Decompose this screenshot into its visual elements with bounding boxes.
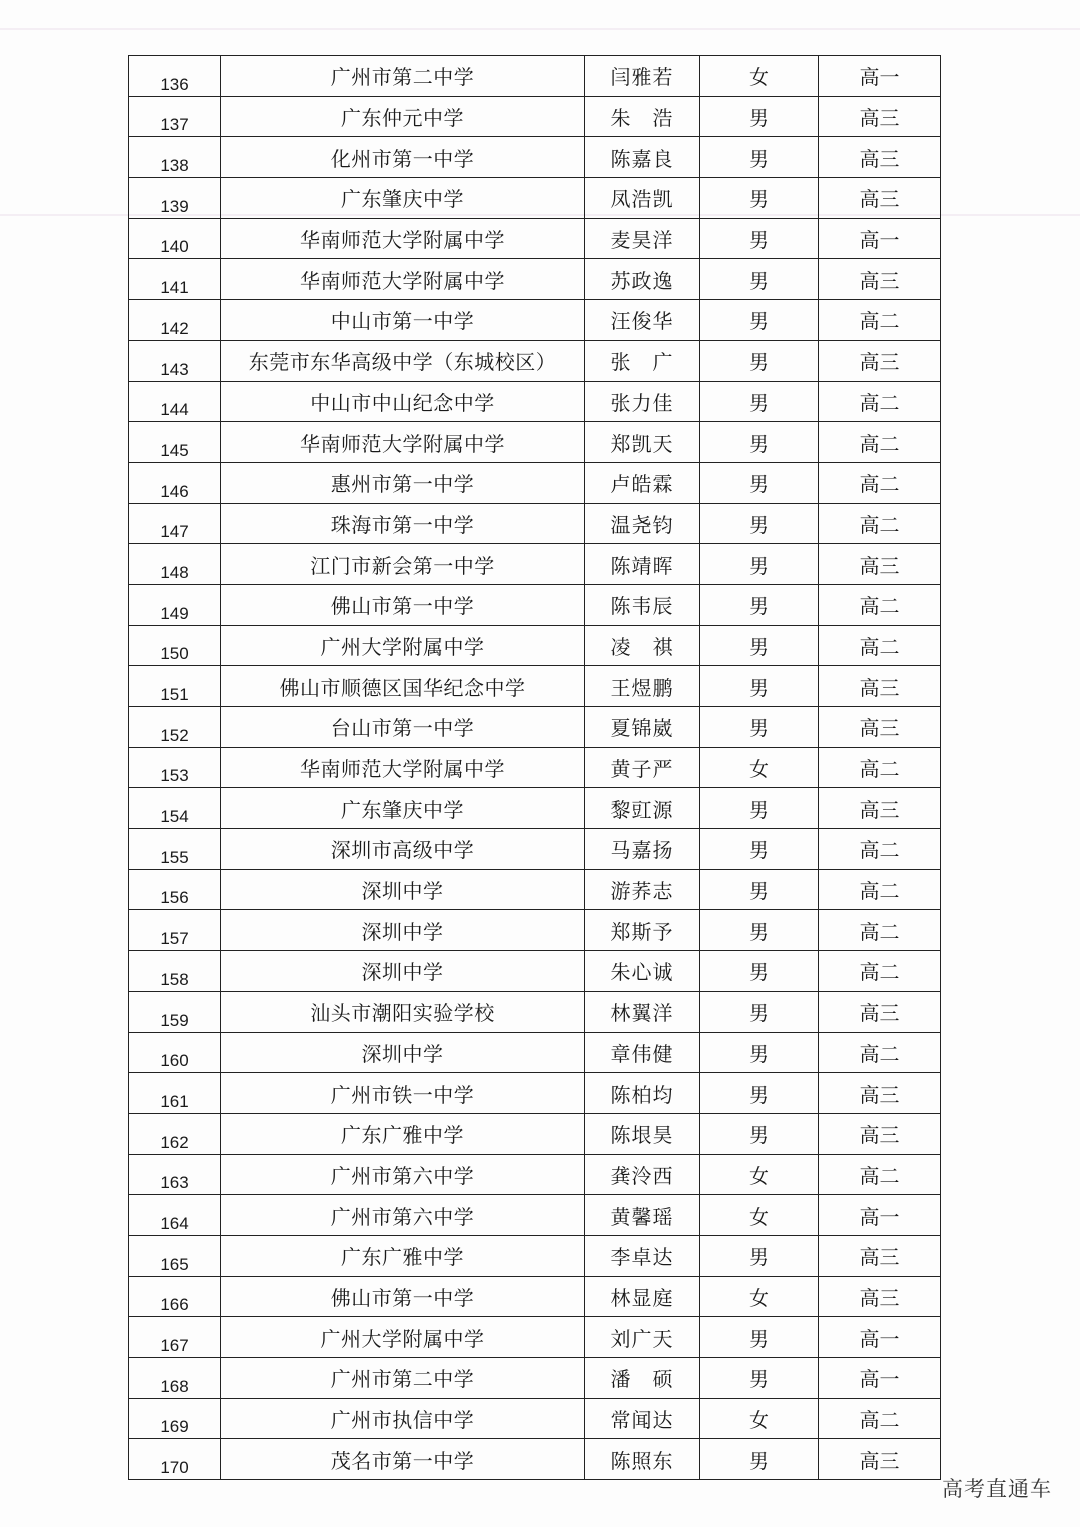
school-cell: 广州大学附属中学 (221, 1317, 585, 1358)
gender-cell: 男 (700, 1317, 819, 1358)
gender-cell: 男 (700, 96, 819, 137)
gender-cell: 男 (700, 422, 819, 463)
grade-cell: 高一 (819, 1195, 941, 1236)
row-number: 142 (129, 300, 221, 341)
table-row (129, 96, 941, 137)
row-number: 159 (129, 991, 221, 1032)
school-cell: 汕头市潮阳实验学校 (221, 991, 585, 1032)
row-number: 170 (129, 1439, 221, 1480)
school-cell: 深圳市高级中学 (221, 829, 585, 870)
row-number: 160 (129, 1032, 221, 1073)
grade-cell: 高一 (819, 56, 941, 97)
gender-cell: 女 (700, 1154, 819, 1195)
row-number: 152 (129, 707, 221, 748)
student-name-cell: 郑凯天 (585, 422, 700, 463)
school-cell: 惠州市第一中学 (221, 462, 585, 503)
row-number: 155 (129, 829, 221, 870)
school-cell: 广州市第二中学 (221, 56, 585, 97)
gender-cell: 男 (700, 1235, 819, 1276)
gender-cell: 男 (700, 788, 819, 829)
grade-cell: 高三 (819, 1235, 941, 1276)
gender-cell: 男 (700, 625, 819, 666)
student-name-cell: 李卓达 (585, 1235, 700, 1276)
school-cell: 佛山市第一中学 (221, 1276, 585, 1317)
gender-cell: 男 (700, 910, 819, 951)
gender-cell: 男 (700, 951, 819, 992)
table-row (129, 1317, 941, 1358)
table-row (129, 829, 941, 870)
student-name-cell: 王煜鹏 (585, 666, 700, 707)
table-row (129, 137, 941, 178)
table-row (129, 991, 941, 1032)
grade-cell: 高三 (819, 96, 941, 137)
student-name-cell: 黄馨瑶 (585, 1195, 700, 1236)
gender-cell: 男 (700, 666, 819, 707)
row-number: 141 (129, 259, 221, 300)
gender-cell: 男 (700, 991, 819, 1032)
grade-cell: 高二 (819, 381, 941, 422)
grade-cell: 高三 (819, 178, 941, 219)
gender-cell: 男 (700, 1032, 819, 1073)
school-cell: 广州市第六中学 (221, 1195, 585, 1236)
student-name-cell: 凌 祺 (585, 625, 700, 666)
grade-cell: 高三 (819, 666, 941, 707)
table-row (129, 747, 941, 788)
student-name-cell: 凤浩凯 (585, 178, 700, 219)
row-number: 166 (129, 1276, 221, 1317)
table-row (129, 707, 941, 748)
grade-cell: 高二 (819, 503, 941, 544)
school-cell: 深圳中学 (221, 869, 585, 910)
table-row (129, 381, 941, 422)
grade-cell: 高三 (819, 788, 941, 829)
student-name-cell: 夏锦崴 (585, 707, 700, 748)
grade-cell: 高二 (819, 951, 941, 992)
school-cell: 华南师范大学附属中学 (221, 422, 585, 463)
student-name-cell: 温尧钧 (585, 503, 700, 544)
row-number: 150 (129, 625, 221, 666)
student-name-cell: 陈嘉良 (585, 137, 700, 178)
table-row (129, 300, 941, 341)
grade-cell: 高三 (819, 991, 941, 1032)
table-row (129, 340, 941, 381)
table-row (129, 625, 941, 666)
roster-table (128, 55, 941, 1480)
gender-cell: 女 (700, 747, 819, 788)
student-name-cell: 苏政逸 (585, 259, 700, 300)
row-number: 151 (129, 666, 221, 707)
grade-cell: 高三 (819, 340, 941, 381)
school-cell: 深圳中学 (221, 1032, 585, 1073)
school-cell: 广州大学附属中学 (221, 625, 585, 666)
row-number: 138 (129, 137, 221, 178)
school-cell: 广东肇庆中学 (221, 178, 585, 219)
student-name-cell: 卢皓霖 (585, 462, 700, 503)
gender-cell: 男 (700, 829, 819, 870)
grade-cell: 高一 (819, 1317, 941, 1358)
student-name-cell: 陈柏均 (585, 1073, 700, 1114)
grade-cell: 高二 (819, 829, 941, 870)
student-name-cell: 潘 硕 (585, 1358, 700, 1399)
table-row (129, 869, 941, 910)
student-name-cell: 刘广天 (585, 1317, 700, 1358)
student-name-cell: 章伟健 (585, 1032, 700, 1073)
student-name-cell: 张 广 (585, 340, 700, 381)
table-row (129, 1276, 941, 1317)
row-number: 163 (129, 1154, 221, 1195)
table-row (129, 1113, 941, 1154)
gender-cell: 男 (700, 218, 819, 259)
grade-cell: 高三 (819, 707, 941, 748)
student-name-cell: 张力佳 (585, 381, 700, 422)
gender-cell: 男 (700, 137, 819, 178)
student-name-cell: 汪俊华 (585, 300, 700, 341)
gender-cell: 女 (700, 1276, 819, 1317)
grade-cell: 高二 (819, 1398, 941, 1439)
gender-cell: 男 (700, 300, 819, 341)
school-cell: 中山市第一中学 (221, 300, 585, 341)
table-row (129, 584, 941, 625)
row-number: 168 (129, 1358, 221, 1399)
school-cell: 广东肇庆中学 (221, 788, 585, 829)
table-row (129, 1195, 941, 1236)
school-cell: 化州市第一中学 (221, 137, 585, 178)
school-cell: 广州市第二中学 (221, 1358, 585, 1399)
school-cell: 华南师范大学附属中学 (221, 259, 585, 300)
gender-cell: 男 (700, 1439, 819, 1480)
school-cell: 茂名市第一中学 (221, 1439, 585, 1480)
grade-cell: 高三 (819, 1113, 941, 1154)
watermark-text: 高考直通车 (942, 1477, 1052, 1501)
school-cell: 中山市中山纪念中学 (221, 381, 585, 422)
grade-cell: 高三 (819, 1439, 941, 1480)
student-name-cell: 林显庭 (585, 1276, 700, 1317)
school-cell: 佛山市第一中学 (221, 584, 585, 625)
grade-cell: 高二 (819, 584, 941, 625)
row-number: 148 (129, 544, 221, 585)
student-name-cell: 郑斯予 (585, 910, 700, 951)
gender-cell: 男 (700, 1073, 819, 1114)
gender-cell: 女 (700, 56, 819, 97)
gender-cell: 女 (700, 1195, 819, 1236)
table-row (129, 1073, 941, 1114)
grade-cell: 高二 (819, 869, 941, 910)
grade-cell: 高二 (819, 462, 941, 503)
gender-cell: 男 (700, 1358, 819, 1399)
table-row (129, 788, 941, 829)
row-number: 169 (129, 1398, 221, 1439)
student-name-cell: 朱心诚 (585, 951, 700, 992)
row-number: 149 (129, 584, 221, 625)
row-number: 145 (129, 422, 221, 463)
grade-cell: 高二 (819, 1032, 941, 1073)
table-row (129, 951, 941, 992)
school-cell: 深圳中学 (221, 951, 585, 992)
grade-cell: 高三 (819, 259, 941, 300)
table-row (129, 1358, 941, 1399)
gender-cell: 男 (700, 584, 819, 625)
school-cell: 华南师范大学附属中学 (221, 218, 585, 259)
table-row (129, 56, 941, 97)
school-cell: 广东仲元中学 (221, 96, 585, 137)
grade-cell: 高三 (819, 544, 941, 585)
row-number: 139 (129, 178, 221, 219)
grade-cell: 高二 (819, 422, 941, 463)
roster-body (129, 56, 941, 1480)
gender-cell: 男 (700, 381, 819, 422)
table-row (129, 910, 941, 951)
school-cell: 广州市第六中学 (221, 1154, 585, 1195)
school-cell: 广州市执信中学 (221, 1398, 585, 1439)
student-name-cell: 黄子严 (585, 747, 700, 788)
table-row (129, 462, 941, 503)
school-cell: 江门市新会第一中学 (221, 544, 585, 585)
grade-cell: 高二 (819, 910, 941, 951)
gender-cell: 男 (700, 1113, 819, 1154)
table-row (129, 1398, 941, 1439)
table-row (129, 259, 941, 300)
student-name-cell: 闫雅若 (585, 56, 700, 97)
scan-artifact (0, 28, 1080, 30)
student-name-cell: 龚泠西 (585, 1154, 700, 1195)
row-number: 167 (129, 1317, 221, 1358)
grade-cell: 高三 (819, 1276, 941, 1317)
school-cell: 华南师范大学附属中学 (221, 747, 585, 788)
gender-cell: 男 (700, 869, 819, 910)
row-number: 143 (129, 340, 221, 381)
row-number: 157 (129, 910, 221, 951)
school-cell: 东莞市东华高级中学（东城校区） (221, 340, 585, 381)
gender-cell: 男 (700, 503, 819, 544)
grade-cell: 高三 (819, 1073, 941, 1114)
grade-cell: 高二 (819, 300, 941, 341)
gender-cell: 男 (700, 462, 819, 503)
table-row (129, 1439, 941, 1480)
row-number: 146 (129, 462, 221, 503)
student-name-cell: 马嘉扬 (585, 829, 700, 870)
school-cell: 珠海市第一中学 (221, 503, 585, 544)
student-name-cell: 黎豇源 (585, 788, 700, 829)
student-name-cell: 陈韦辰 (585, 584, 700, 625)
gender-cell: 女 (700, 1398, 819, 1439)
row-number: 161 (129, 1073, 221, 1114)
row-number: 162 (129, 1113, 221, 1154)
gender-cell: 男 (700, 707, 819, 748)
grade-cell: 高一 (819, 218, 941, 259)
row-number: 144 (129, 381, 221, 422)
school-cell: 广东广雅中学 (221, 1113, 585, 1154)
table-row (129, 1235, 941, 1276)
table-row (129, 178, 941, 219)
student-name-cell: 麦昊洋 (585, 218, 700, 259)
table-row (129, 666, 941, 707)
school-cell: 台山市第一中学 (221, 707, 585, 748)
student-name-cell: 林翼洋 (585, 991, 700, 1032)
school-cell: 佛山市顺德区国华纪念中学 (221, 666, 585, 707)
table-row (129, 1032, 941, 1073)
grade-cell: 高二 (819, 747, 941, 788)
row-number: 147 (129, 503, 221, 544)
row-number: 140 (129, 218, 221, 259)
grade-cell: 高二 (819, 625, 941, 666)
school-cell: 广东广雅中学 (221, 1235, 585, 1276)
student-name-cell: 常闻达 (585, 1398, 700, 1439)
row-number: 153 (129, 747, 221, 788)
school-cell: 广州市铁一中学 (221, 1073, 585, 1114)
row-number: 154 (129, 788, 221, 829)
student-name-cell: 陈靖晖 (585, 544, 700, 585)
student-name-cell: 陈照东 (585, 1439, 700, 1480)
table-row (129, 503, 941, 544)
row-number: 158 (129, 951, 221, 992)
table-row (129, 1154, 941, 1195)
row-number: 165 (129, 1235, 221, 1276)
grade-cell: 高一 (819, 1358, 941, 1399)
row-number: 164 (129, 1195, 221, 1236)
student-name-cell: 朱 浩 (585, 96, 700, 137)
table-row (129, 544, 941, 585)
row-number: 137 (129, 96, 221, 137)
gender-cell: 男 (700, 340, 819, 381)
grade-cell: 高三 (819, 137, 941, 178)
gender-cell: 男 (700, 259, 819, 300)
grade-cell: 高二 (819, 1154, 941, 1195)
student-name-cell: 游荞志 (585, 869, 700, 910)
table-row (129, 422, 941, 463)
table-row (129, 218, 941, 259)
row-number: 156 (129, 869, 221, 910)
student-name-cell: 陈垠昊 (585, 1113, 700, 1154)
gender-cell: 男 (700, 178, 819, 219)
gender-cell: 男 (700, 544, 819, 585)
row-number: 136 (129, 56, 221, 97)
school-cell: 深圳中学 (221, 910, 585, 951)
